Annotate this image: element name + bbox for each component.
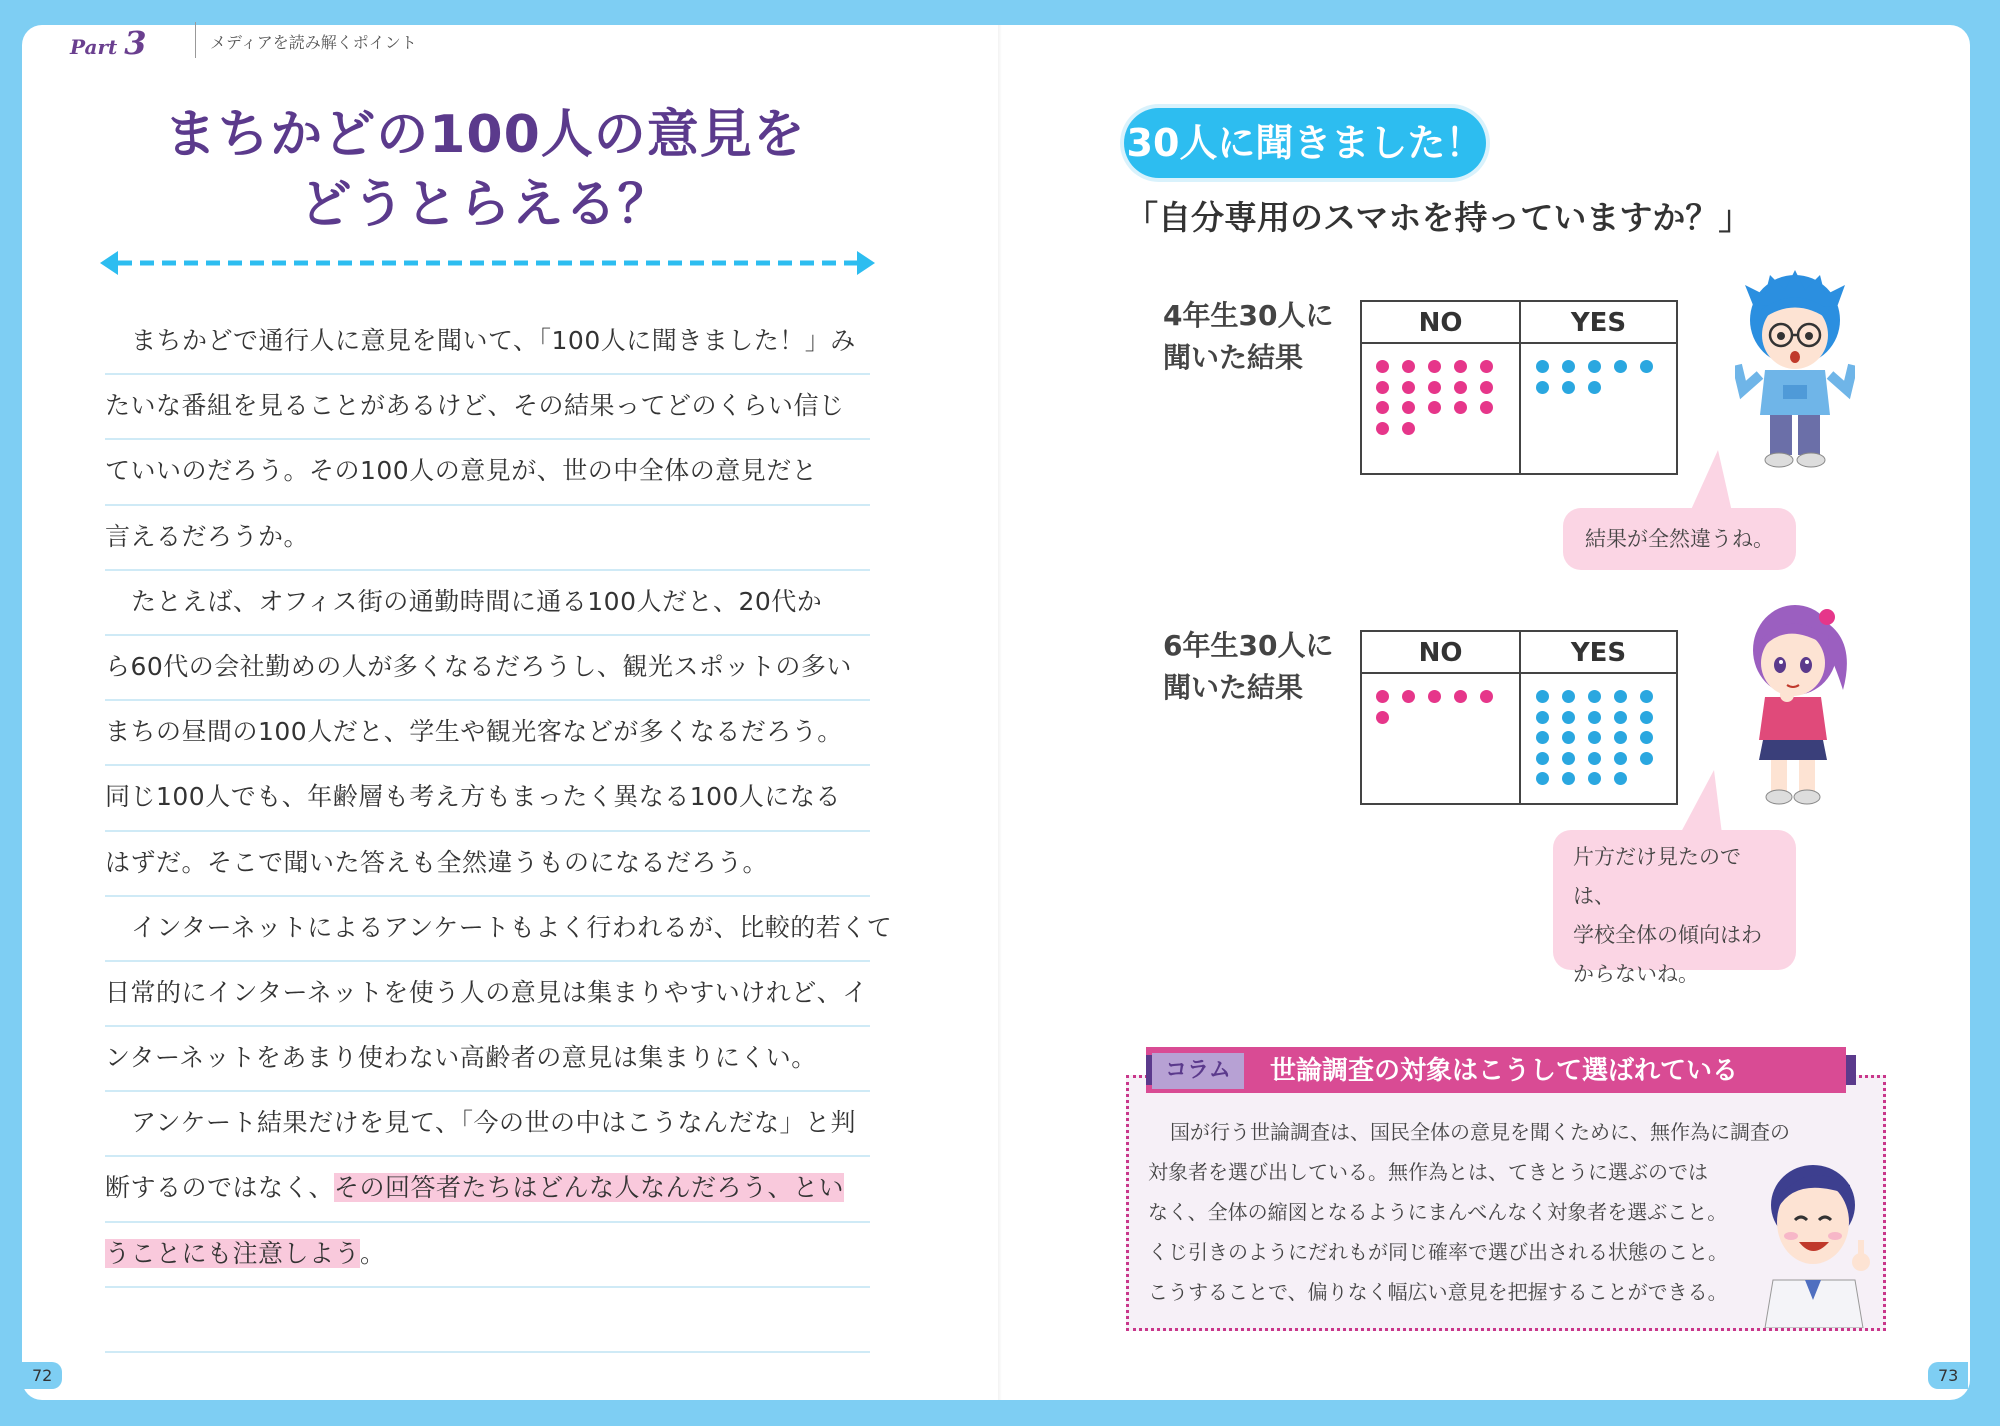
- header-divider: [195, 22, 196, 58]
- girl-character-illustration: [1735, 595, 1855, 810]
- yes-answer-dot: [1588, 752, 1601, 765]
- title-line-2: どうとらえる？: [299, 175, 671, 235]
- page-title: [105, 100, 865, 240]
- highlighted-text: その回答者たちはどんな人なんだろう、とい: [334, 1173, 845, 1203]
- body-line: たいな番組を見ることがあるけど、その結果ってどのくらい信じ: [105, 375, 870, 440]
- survey2-label-line2: 聞いた結果: [1163, 671, 1304, 704]
- no-answer-dot: [1376, 422, 1389, 435]
- survey-question: 「自分専用のスマホを持っていますか？」: [1125, 198, 1752, 237]
- yes-answer-dot: [1614, 690, 1627, 703]
- body-line: まちの昼間の100人だと、学生や観光客などが多くなるだろう。: [105, 701, 870, 766]
- double-arrow-divider: [100, 248, 875, 278]
- column-line: こうすることで、偏りなく幅広い意見を把握することができる。: [1148, 1280, 1728, 1304]
- bubble2-line3: からないね。: [1573, 962, 1699, 986]
- body-text-plain: 断するのではなく、: [105, 1173, 335, 1203]
- yes-answer-dot: [1588, 772, 1601, 785]
- no-answer-dot: [1454, 360, 1467, 373]
- part-word: Part: [70, 35, 118, 59]
- yes-answer-dot: [1536, 772, 1549, 785]
- part-number: 3: [124, 24, 147, 62]
- yes-answer-dot: [1614, 752, 1627, 765]
- survey2-label-line1: 6年生30人に: [1163, 629, 1334, 662]
- bubble2-line2: 学校全体の傾向はわ: [1573, 923, 1762, 947]
- yes-answer-dot: [1536, 752, 1549, 765]
- yes-answer-dot: [1588, 731, 1601, 744]
- no-answer-dot: [1402, 690, 1415, 703]
- survey1-label-line2: 聞いた結果: [1163, 341, 1304, 374]
- highlighted-text: うことにも注意しよう: [105, 1238, 361, 1268]
- speech-bubble-1: 結果が全然違うね。: [1563, 508, 1796, 570]
- yes-answer-dot: [1588, 690, 1601, 703]
- body-line: [105, 1223, 870, 1288]
- yes-answer-dot: [1614, 711, 1627, 724]
- no-answer-dot: [1402, 381, 1415, 394]
- speech-bubble-1-tail: [1680, 450, 1740, 520]
- yes-answer-dot: [1614, 360, 1627, 373]
- body-line: 言えるだろうか。: [105, 506, 870, 571]
- body-line: たとえば、オフィス街の通勤時間に通る100人だと、20代か: [105, 571, 870, 636]
- no-answer-dot: [1454, 690, 1467, 703]
- column-line: 国が行う世論調査は、国民全体の意見を聞くために、無作為に調査の: [1170, 1120, 1790, 1144]
- no-header: NO: [1418, 638, 1463, 668]
- no-answer-dot: [1454, 381, 1467, 394]
- no-answer-dot: [1428, 690, 1441, 703]
- yes-answer-dot: [1536, 731, 1549, 744]
- speech-bubble-2-tail: [1670, 770, 1730, 840]
- column-title: 世論調査の対象はこうして選ばれている: [1270, 1056, 1739, 1086]
- no-answer-dot: [1402, 422, 1415, 435]
- no-header: NO: [1418, 308, 1463, 338]
- no-answer-dot: [1454, 401, 1467, 414]
- body-line: 同じ100人でも、年齢層も考え方もまったく異なる100人になる: [105, 766, 870, 831]
- yes-answer-dot: [1614, 731, 1627, 744]
- yes-answer-dot: [1536, 360, 1549, 373]
- no-answer-dot: [1376, 360, 1389, 373]
- body-text: [105, 310, 893, 1353]
- yes-answer-dot: [1562, 690, 1575, 703]
- yes-answer-dot: [1640, 690, 1653, 703]
- yes-answer-dot: [1588, 360, 1601, 373]
- yes-answer-dot: [1640, 752, 1653, 765]
- yes-answer-dot: [1588, 711, 1601, 724]
- no-answer-dot: [1376, 690, 1389, 703]
- body-text-plain: 。: [360, 1238, 386, 1268]
- body-line: ンターネットをあまり使わない高齢者の意見は集まりにくい。: [105, 1027, 870, 1092]
- no-answer-dot: [1402, 401, 1415, 414]
- survey1-table: [1360, 300, 1678, 475]
- survey2-table: [1360, 630, 1678, 805]
- survey1-label: [1163, 295, 1333, 379]
- yes-header: YES: [1570, 638, 1627, 668]
- section-title: メディアを読み解くポイント: [210, 33, 417, 52]
- body-line: ていいのだろう。その100人の意見が、世の中全体の意見だと: [105, 440, 870, 505]
- column-line: なく、全体の縮図となるようにまんべんなく対象者を選ぶこと。: [1148, 1200, 1728, 1224]
- speech-bubble-2: [1553, 830, 1796, 986]
- no-answer-dot: [1428, 401, 1441, 414]
- page-number-left: 72: [22, 1362, 62, 1389]
- survey2-label: [1163, 625, 1333, 709]
- column-header-accent-right: [1846, 1055, 1856, 1085]
- body-line: 日常的にインターネットを使う人の意見は集まりやすいけれど、イ: [105, 962, 870, 1027]
- body-line: はずだ。そこで聞いた答えも全然違うものになるだろう。: [105, 832, 870, 897]
- yes-answer-dot: [1536, 690, 1549, 703]
- no-answer-dot: [1428, 360, 1441, 373]
- teacher-character-illustration: [1755, 1150, 1880, 1328]
- page-number-right: 73: [1928, 1362, 1968, 1389]
- yes-answer-dot: [1640, 731, 1653, 744]
- yes-answer-dot: [1562, 711, 1575, 724]
- yes-answer-dot: [1562, 752, 1575, 765]
- yes-header: YES: [1570, 308, 1627, 338]
- boy-character-illustration: [1735, 265, 1855, 475]
- column-line: くじ引きのようにだれもが同じ確率で選び出される状態のこと。: [1148, 1240, 1728, 1264]
- yes-answer-dot: [1536, 711, 1549, 724]
- yes-answer-dot: [1562, 772, 1575, 785]
- column-body: [1148, 1112, 1790, 1312]
- yes-answer-dot: [1536, 381, 1549, 394]
- no-answer-dot: [1376, 401, 1389, 414]
- part-label: [70, 24, 146, 62]
- no-answer-dot: [1480, 690, 1493, 703]
- no-answer-dot: [1480, 360, 1493, 373]
- column-tag: コラム: [1152, 1053, 1244, 1089]
- survey1-label-line1: 4年生30人に: [1163, 299, 1334, 332]
- page-gutter: [998, 25, 1002, 1400]
- bubble2-line1: 片方だけ見たのでは、: [1573, 845, 1741, 908]
- no-answer-dot: [1376, 381, 1389, 394]
- yes-answer-dot: [1562, 360, 1575, 373]
- yes-answer-dot: [1562, 731, 1575, 744]
- title-line-1: まちかどの100人の意見を: [164, 105, 806, 165]
- yes-answer-dot: [1614, 772, 1627, 785]
- no-answer-dot: [1480, 401, 1493, 414]
- yes-answer-dot: [1640, 360, 1653, 373]
- body-line: まちかどで通行人に意見を聞いて、「100人に聞きました！」み: [105, 310, 870, 375]
- body-line: インターネットによるアンケートもよく行われるが、比較的若くて: [105, 897, 870, 962]
- body-line: [105, 1157, 870, 1222]
- no-answer-dot: [1402, 360, 1415, 373]
- column-line: 対象者を選び出している。無作為とは、てきとうに選ぶのでは: [1148, 1160, 1708, 1184]
- survey-pill-heading: 30人に聞きました！: [1124, 108, 1486, 178]
- empty-ruled-line: [105, 1288, 870, 1353]
- yes-answer-dot: [1588, 381, 1601, 394]
- no-answer-dot: [1428, 381, 1441, 394]
- yes-answer-dot: [1562, 381, 1575, 394]
- no-answer-dot: [1376, 711, 1389, 724]
- body-line: アンケート結果だけを見て、「今の世の中はこうなんだな」と判: [105, 1092, 870, 1157]
- yes-answer-dot: [1640, 711, 1653, 724]
- body-line: ら60代の会社勤めの人が多くなるだろうし、観光スポットの多い: [105, 636, 870, 701]
- no-answer-dot: [1480, 381, 1493, 394]
